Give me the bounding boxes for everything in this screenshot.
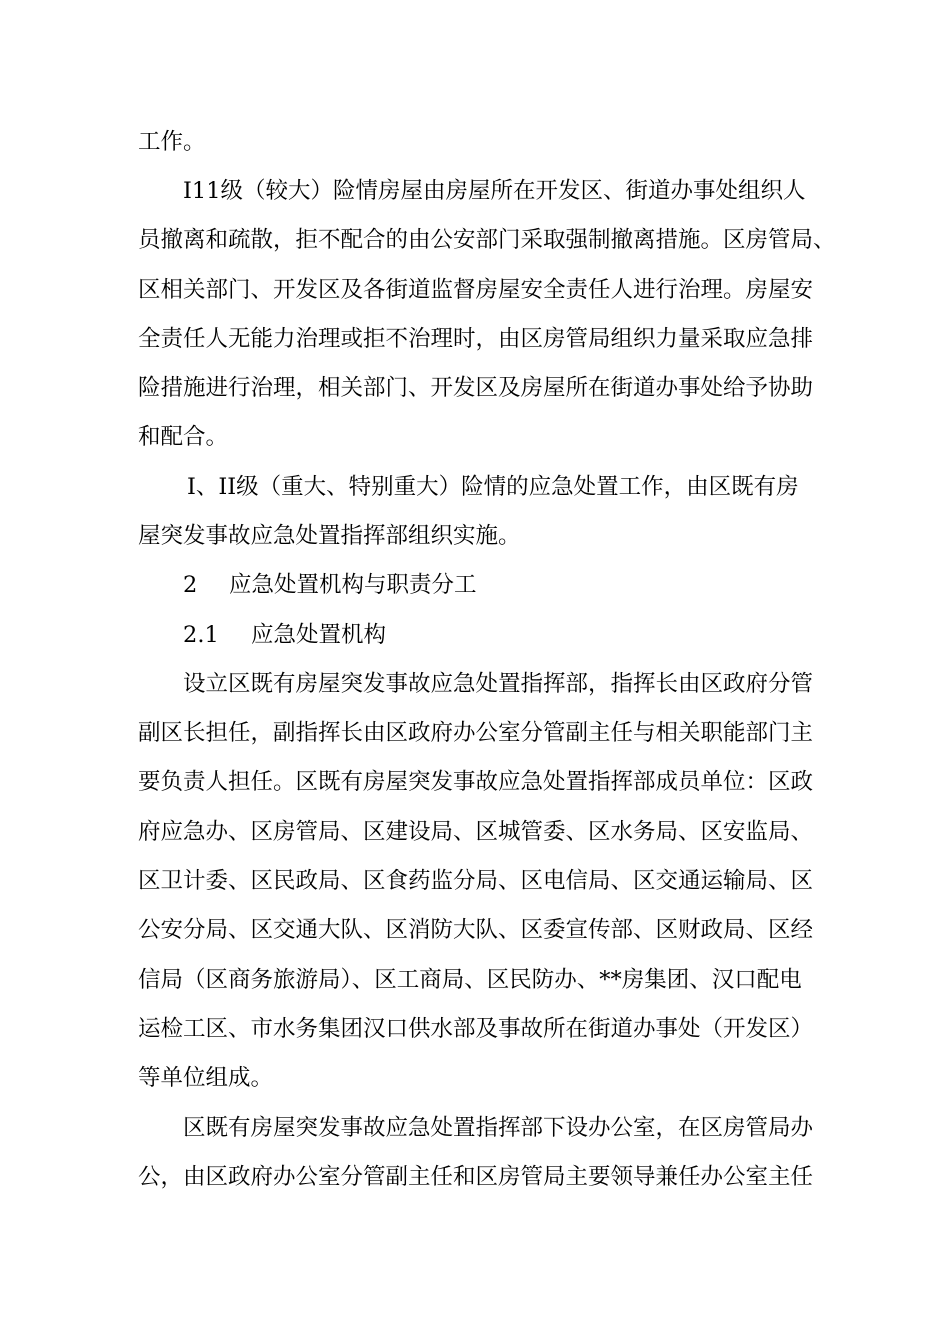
- paragraph-line: 区既有房屋突发事故应急处置指挥部下设办公室，在区房管局办: [183, 1115, 814, 1141]
- paragraph-line: 信局（区商务旅游局）、区工商局、区民防办、**房集团、汉口配电: [138, 967, 802, 993]
- paragraph-line: 等单位组成。: [138, 1065, 274, 1091]
- section-heading: [183, 567, 873, 603]
- paragraph-line: 和配合。: [138, 424, 229, 450]
- paragraph-line: 公安分局、区交通大队、区消防大队、区委宣传部、区财政局、区经: [138, 917, 814, 943]
- paragraph-line: 险措施进行治理，相关部门、开发区及房屋所在街道办事处给予协助: [138, 375, 814, 401]
- paragraph-line: 屋突发事故应急处置指挥部组织实施。: [138, 523, 521, 549]
- paragraph-line: 区相关部门、开发区及各街道监督房屋安全责任人进行治理。房屋安: [138, 277, 814, 303]
- paragraph-line: 要负责人担任。区既有房屋突发事故应急处置指挥部成员单位：区政: [138, 769, 814, 795]
- paragraph-line: 运检工区、市水务集团汉口供水部及事故所在街道办事处（开发区）: [138, 1016, 814, 1042]
- subsection-heading: [183, 617, 873, 653]
- paragraph-line: 区卫计委、区民政局、区食药监分局、区电信局、区交通运输局、区: [138, 868, 814, 894]
- subsection-number: 2.1: [183, 622, 219, 648]
- paragraph-line: 员撤离和疏散，拒不配合的由公安部门采取强制撤离措施。区房管局、: [138, 227, 836, 253]
- paragraph-line: 设立区既有房屋突发事故应急处置指挥部，指挥长由区政府分管: [183, 671, 814, 697]
- paragraph-line: 公，由区政府办公室分管副主任和区房管局主要领导兼任办公室主任: [138, 1164, 814, 1190]
- paragraph-line: I11级（较大）险情房屋由房屋所在开发区、街道办事处组织人: [183, 178, 806, 204]
- paragraph-line: 全责任人无能力治理或拒不治理时，由区房管局组织力量采取应急排: [138, 326, 814, 352]
- paragraph-line: I、II级（重大、特别重大）险情的应急处置工作，由区既有房: [187, 474, 799, 500]
- section-number: 2: [183, 572, 198, 598]
- paragraph-line: 工作。: [138, 129, 206, 155]
- section-title: 应急处置机构与职责分工: [229, 572, 477, 598]
- subsection-title: 应急处置机构: [251, 622, 387, 648]
- paragraph-line: 副区长担任，副指挥长由区政府办公室分管副主任与相关职能部门主: [138, 720, 814, 746]
- paragraph-line: 府应急办、区房管局、区建设局、区城管委、区水务局、区安监局、: [138, 819, 814, 845]
